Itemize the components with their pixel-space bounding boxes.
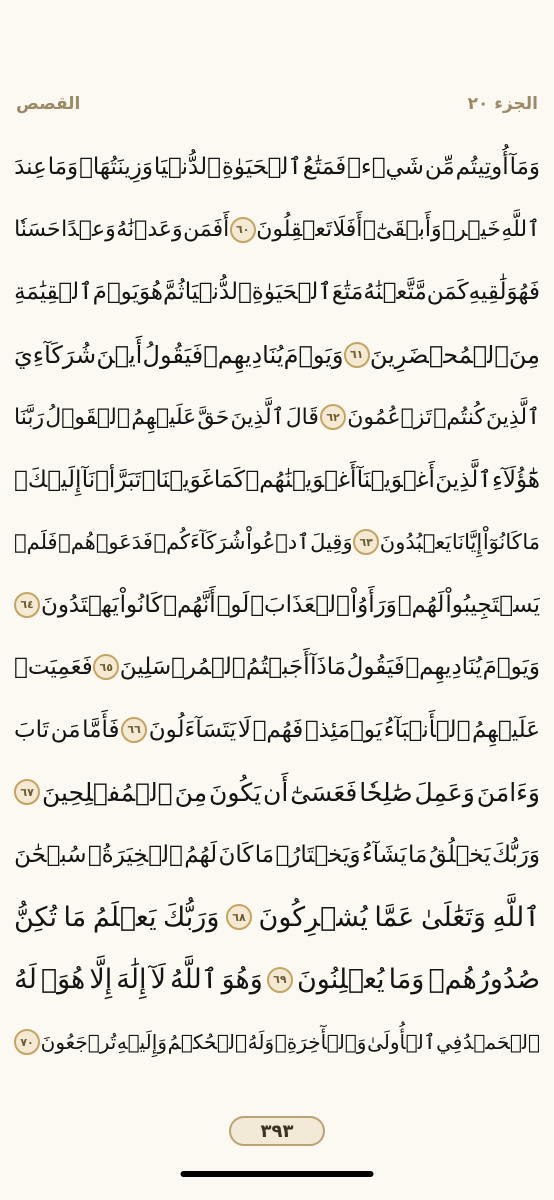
text-line [14, 386, 540, 449]
verse-word: وَتَعَٰلَىٰ [420, 901, 486, 933]
verse-word: ٱللَّهِ [501, 217, 540, 243]
verse-word: وَمَآ [509, 154, 540, 181]
verse-word: إِلَٰهَ [116, 964, 147, 996]
verse-word: تَابَ [14, 716, 50, 743]
verse-word: ٱلۡمُرۡسَلِينَ [119, 654, 246, 681]
verse-word: ٱلۡحَيَوٰةِ [251, 279, 332, 306]
verse-word: تُرۡجَعُونَ [40, 1030, 117, 1055]
text-line [14, 886, 540, 949]
verse-word: عَلَيۡهِمُ [131, 404, 197, 430]
verse-word: مَا [408, 841, 428, 868]
verse-word: شَيۡءٖ [347, 154, 424, 181]
verse-word: وَرَأَوُاْ [350, 591, 397, 618]
verse-word: ٱلۡمُحۡضَرِينَ [369, 340, 509, 369]
verse-word: ٱلۡحُكۡمُ [167, 1030, 247, 1055]
verse-word: يَسۡتَجِيبُواْ [445, 591, 540, 618]
verse-word: تُكِنُّ [14, 901, 57, 933]
verse-word: يُشۡرِكُونَ [258, 901, 368, 933]
ayah-number-marker[interactable]: ٦٩ [267, 967, 293, 993]
verse-word: إِلَّا [89, 964, 113, 996]
verse-word: لَهُمُ [184, 841, 218, 868]
text-line [14, 199, 540, 262]
verse-word: تَزۡعُمُونَ [347, 404, 433, 430]
verse-word: أَنَّهُمۡ [163, 591, 216, 618]
verse-word: فَعَسَىٰٓ [290, 777, 358, 807]
verse-word: مَا [254, 841, 275, 868]
verse-word: ٱلۡأَنۢبَآءُ [383, 716, 471, 743]
verse-word: وَأَبۡقَىٰٓۚ [362, 217, 442, 243]
ayah-number-marker[interactable]: ٧٠ [14, 1029, 40, 1055]
verse-word: غَوَيۡنَاۖ [141, 466, 214, 493]
ayah-number-marker[interactable]: ٦١ [344, 342, 370, 368]
text-line [14, 949, 540, 1012]
verse-word: يَعۡلَمُ [92, 901, 157, 933]
verse-word: أَغۡوَيۡنَآ [356, 466, 435, 493]
verse-word: عَلَيۡهِمُ [472, 716, 540, 743]
verse-word: لَهُ [14, 964, 37, 996]
verse-word: وَرَبُّكَ [163, 901, 220, 933]
verse-word: صَٰلِحٗا [359, 777, 413, 807]
verse-word: يَوۡمَئِذٖ [304, 716, 383, 743]
verse-word: كَانُوٓاْ [482, 530, 522, 555]
verse-word: ٱدۡعُواْ [246, 530, 310, 555]
text-line [14, 699, 540, 762]
ayah-number-marker[interactable]: ٦٢ [320, 404, 346, 430]
verse-word: حَسَنٗا [14, 217, 61, 243]
verse-word: مَتَٰعَ [331, 279, 364, 306]
verse-word: ٱلدُّنۡيَا [153, 154, 221, 181]
verse-word: سُبۡحَٰنَ [14, 841, 87, 868]
text-line [14, 574, 540, 637]
verse-word: يَتَسَآءَلُونَ [148, 716, 237, 743]
verse-word: إِلَيۡكَۖ [14, 466, 82, 493]
verse-word: ٱلَّذِينَ [230, 404, 285, 430]
verse-word: وَرَبُّكَ [492, 841, 540, 868]
verse-word: فِي [436, 1030, 463, 1055]
verse-word: أَفَلَا [332, 217, 363, 243]
ayah-number-marker[interactable]: ٦٤ [14, 592, 40, 618]
verse-word: ٱلۡقَوۡلُ [45, 404, 131, 430]
verse-word: مَّتَّعۡنَٰهُ [363, 279, 427, 306]
verse-word: هَٰٓؤُلَآءِ [492, 466, 540, 493]
verse-word: قَالَ [285, 404, 319, 430]
verse-word: كَانَ [218, 841, 254, 868]
verse-word: يَهۡتَدُونَ [40, 591, 119, 618]
verse-word: وَقِيلَ [310, 530, 353, 555]
verse-word: إِيَّانَا [451, 530, 483, 555]
verse-word: وَيَوۡمَ [482, 654, 540, 681]
verse-word: ٱلَّذِينَ [435, 466, 492, 493]
verse-word: مِّن [424, 154, 455, 181]
verse-word: كَانُواْ [119, 591, 163, 618]
verse-word: مَاذَآ [310, 654, 347, 681]
verse-word: فَيَقُولُ [346, 654, 405, 681]
verse-word: وَإِلَيۡهِ [116, 1030, 167, 1055]
verse-word: ٱلۡأُولَىٰ [367, 1030, 436, 1055]
text-line [14, 761, 540, 824]
verse-word: لَآ [150, 964, 166, 996]
verse-word: أَجَبۡتُمُ [246, 654, 310, 681]
verse-word: ٱلۡحَيَوٰةِ [221, 154, 302, 181]
verse-word: فَهُوَ [506, 279, 540, 306]
verse-word: وَعَدۡنَٰهُ [116, 217, 183, 243]
ayah-number-marker[interactable]: ٦٣ [353, 529, 379, 555]
quran-page-text [14, 136, 540, 1074]
verse-word: وَمَا [47, 154, 79, 181]
ayah-number-marker[interactable]: ٦٧ [14, 779, 40, 805]
verse-word: وَءَامَنَ [476, 777, 540, 807]
verse-word: مِنَ [174, 777, 208, 807]
verse-word: شُرَكَآءِيَ [14, 340, 97, 369]
verse-word: مَن [50, 716, 81, 743]
verse-word: تَبَرَّأۡنَآ [81, 466, 142, 493]
text-line [14, 636, 540, 699]
verse-word: يَكُونَ [209, 777, 262, 807]
verse-word: حَقَّ [197, 404, 230, 430]
verse-word: فَلَمۡ [14, 530, 58, 555]
verse-word: وَعَمِلَ [414, 777, 475, 807]
verse-word: كُنتُمۡ [433, 404, 485, 430]
text-line [14, 511, 540, 574]
verse-word: ٱلَّذِينَ [485, 404, 540, 430]
verse-word: يَخۡلُقُ [428, 841, 491, 868]
verse-word: شُرَكَآءَكُمۡ [153, 530, 246, 555]
verse-word: فَدَعَوۡهُمۡ [58, 530, 153, 555]
text-line [14, 324, 540, 387]
verse-word: كَمَن [426, 279, 469, 306]
verse-word: فَأَمَّا [82, 716, 120, 743]
surah-name: القصص [16, 94, 81, 114]
verse-word: ٱلۡخِيَرَةُۚ [87, 841, 183, 868]
verse-word: فَمَتَٰعُ [302, 154, 347, 181]
verse-word: فَيَقُولُ [142, 340, 204, 369]
verse-word: يُعۡلِنُونَ [296, 964, 385, 996]
verse-word: ٱلدُّنۡيَا [184, 279, 252, 306]
verse-word: عِندَ [14, 154, 47, 181]
verse-word: يُنَادِيهِمۡ [405, 654, 483, 681]
verse-word: وَيَوۡمَ [283, 340, 344, 369]
verse-word: مَا [63, 901, 87, 933]
page-header [16, 92, 538, 116]
page-number-badge [229, 1116, 325, 1146]
home-indicator[interactable] [181, 1171, 374, 1177]
verse-word: لَا [237, 716, 251, 743]
verse-word: لَٰقِيهِ [468, 279, 507, 306]
verse-word: ٱلۡحَمۡدُ [462, 1030, 540, 1055]
ayah-number-marker[interactable]: ٦٠ [230, 217, 256, 243]
verse-word: خَيۡرٞ [442, 217, 501, 243]
verse-word: مِنَ [508, 340, 540, 369]
verse-word: هُوَۖ [40, 964, 86, 996]
verse-word: فَعَمِيَتۡ [14, 654, 93, 681]
verse-word: عَمَّا [374, 901, 415, 933]
verse-word: أُوتِيتُم [455, 154, 509, 181]
verse-word: أَن [262, 777, 289, 807]
text-line [14, 136, 540, 199]
verse-word: ٱللَّهِ [492, 901, 540, 933]
verse-word: ثُمَّ [162, 279, 185, 306]
verse-word: يَعۡبُدُونَ [379, 530, 452, 555]
verse-word: ٱلۡمُفۡلِحِينَ [42, 777, 173, 807]
juz-label: الجزء ٢٠ [467, 94, 538, 114]
verse-word: ٱللَّهُ [170, 964, 218, 996]
text-line [14, 449, 540, 512]
ayah-number-marker[interactable]: ٦٥ [93, 654, 119, 680]
verse-word: أَيۡنَ [96, 340, 143, 369]
verse-word: مَا [522, 530, 540, 555]
verse-word: يُنَادِيهِمۡ [203, 340, 284, 369]
verse-word: كَمَا [213, 466, 246, 493]
verse-word: لَهُمۡ [397, 591, 445, 618]
verse-word: يَشَآءُ [361, 841, 407, 868]
verse-word: وَهُوَ [221, 964, 263, 996]
verse-word: أَغۡوَيۡنَٰهُمۡ [245, 466, 357, 493]
verse-word: وَيَخۡتَارُۗ [275, 841, 361, 868]
verse-word: ٱلۡعَذَابَۚ [250, 591, 350, 618]
verse-word: يَوۡمَ [92, 279, 139, 306]
verse-word: هُوَ [138, 279, 163, 306]
verse-word: رَبَّنَا [14, 404, 45, 430]
text-line [14, 261, 540, 324]
text-line [14, 824, 540, 887]
page-number: ٣٩٣ [260, 1120, 294, 1142]
verse-word: وَزِينَتُهَاۚ [79, 154, 153, 181]
verse-word: وَٱلۡأٓخِرَةِۖ [274, 1030, 367, 1055]
verse-word: أَفَمَن [183, 217, 230, 243]
text-line [14, 1011, 540, 1074]
verse-word: وَمَا [388, 964, 425, 996]
ayah-number-marker[interactable]: ٦٦ [121, 717, 147, 743]
verse-word: وَلَهُ [247, 1030, 275, 1055]
verse-word: فَهُمۡ [252, 716, 304, 743]
verse-word: وَعۡدًا [61, 217, 116, 243]
verse-word: صُدُورُهُمۡ [428, 964, 540, 996]
verse-word: تَعۡقِلُونَ [256, 217, 333, 243]
verse-word: ٱلۡقِيَٰمَةِ [14, 279, 93, 306]
ayah-number-marker[interactable]: ٦٨ [226, 904, 252, 930]
verse-word: لَوۡ [216, 591, 250, 618]
